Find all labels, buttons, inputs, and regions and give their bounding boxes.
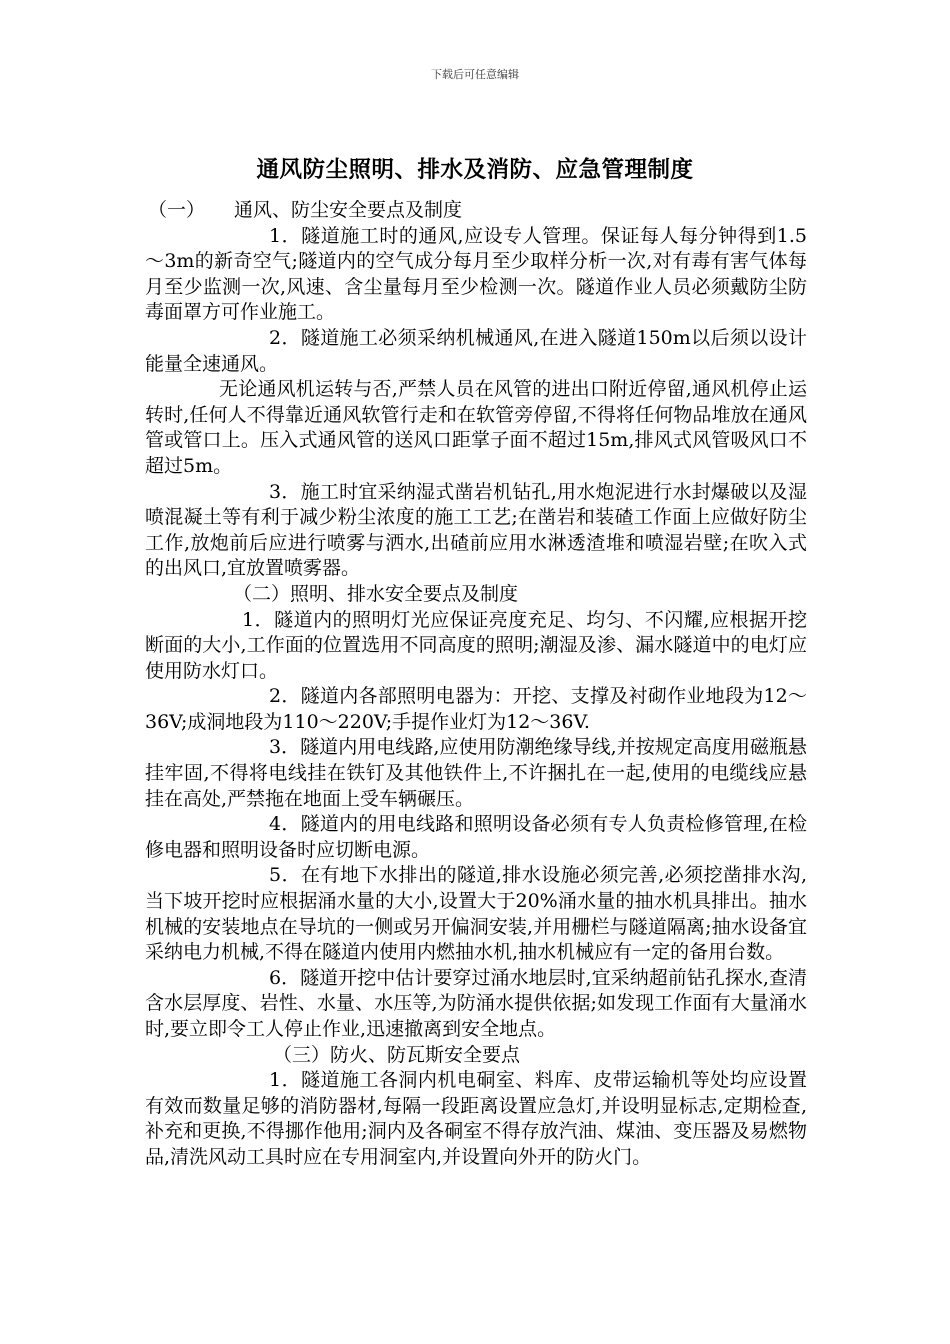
section-1-heading-text: 通风、防尘安全要点及制度	[234, 199, 463, 221]
section-1-number: （一）	[148, 199, 206, 221]
section-2-paragraph-4: 4．隧道内的用电线路和照明设备必须有专人负责检修管理,在检修电器和照明设备时应切断电源。	[145, 813, 807, 861]
document-title: 通风防尘照明、排水及消防、应急管理制度	[256, 157, 694, 183]
section-1-paragraph-4: 3．施工时宜采纳湿式凿岩机钻孔,用水炮泥进行水封爆破以及湿喷混凝土等有利于减少粉尘浓度的施工工艺;在凿岩和装碴工作面上应做好防尘工作,放炮前后应进行喷雾与洒水,出碴前应用水淋透渣堆和喷湿岩壁;在吹入式的出风口,宜放置喷雾器。	[145, 480, 807, 580]
section-2-paragraph-2: 2．隧道内各部照明电器为：开挖、支撑及衬砌作业地段为12～36V;成洞地段为110～220V;手提作业灯为12～36V.	[145, 685, 807, 733]
section-1-paragraph-3: 无论通风机运转与否,严禁人员在风管的进出口附近停留,通风机停止运转时,任何人不得靠近通风软管行走和在软管旁停留,不得将任何物品堆放在通风管或管口上。压入式通风管的送风口距掌子面不超过15m,排风式风管吸风口不超过5m。	[145, 378, 807, 477]
header-note: 下载后可任意编辑	[431, 68, 519, 81]
section-2-paragraph-5: 5．在有地下水排出的隧道,排水设施必须完善,必须挖凿排水沟,当下坡开挖时应根据涌水量的大小,设置大于20%涌水量的抽水机具排出。抽水机械的安装地点在导坑的一侧或另开偏洞安装,并用栅栏与隧道隔离;抽水设备宜采纳电力机械,不得在隧道内使用内燃抽水机,抽水机械应有一定的备用台数。	[145, 864, 807, 964]
section-2-paragraph-1: 1．隧道内的照明灯光应保证亮度充足、均匀、不闪耀,应根据开挖断面的大小,工作面的位置选用不同高度的照明;潮湿及渗、漏水隧道中的电灯应使用防水灯口。	[145, 608, 807, 682]
section-2-paragraph-6: 6．隧道开挖中估计要穿过涌水地层时,宜采纳超前钻孔探水,查清含水层厚度、岩性、水量、水压等,为防涌水提供依据;如发现工作面有大量涌水时,要立即令工人停止作业,迅速撤离到安全地点。	[145, 966, 807, 1040]
section-2-paragraph-3: 3．隧道内用电线路,应使用防潮绝缘导线,并按规定高度用磁瓶悬挂牢固,不得将电线挂在铁钉及其他铁件上,不许捆扎在一起,使用的电缆线应悬挂在高处,严禁拖在地面上受车辆碾压。	[145, 736, 807, 810]
section-3-paragraph-1: 1．隧道施工各洞内机电硐室、料库、皮带运输机等处均应设置有效而数量足够的消防器材,每隔一段距离设置应急灯,并设明显标志,定期检查,补充和更换,不得挪作他用;洞内及各硐室不得存放汽油、煤油、变压器及易燃物品,清洗风动工具时应在专用洞室内,并设置向外开的防火门。	[145, 1069, 807, 1168]
section-1-paragraph-2: 2．隧道施工必须采纳机械通风,在进入隧道150m以后须以设计能量全速通风。	[145, 326, 807, 375]
document-body	[145, 198, 807, 1171]
section-1-paragraph-1: 1．隧道施工时的通风,应设专人管理。保证每人每分钟得到1.5～3m的新奇空气;隧道内的空气成分每月至少取样分析一次,对有毒有害气体每月至少监测一次,风速、含尘量每月至少检测一次。隧道作业人员必须戴防尘防毒面罩方可作业施工。	[145, 224, 807, 324]
section-3-heading: （三）防火、防瓦斯安全要点	[273, 1043, 521, 1066]
section-1-heading	[145, 198, 807, 224]
section-2-heading: （二）照明、排水安全要点及制度	[233, 582, 519, 605]
